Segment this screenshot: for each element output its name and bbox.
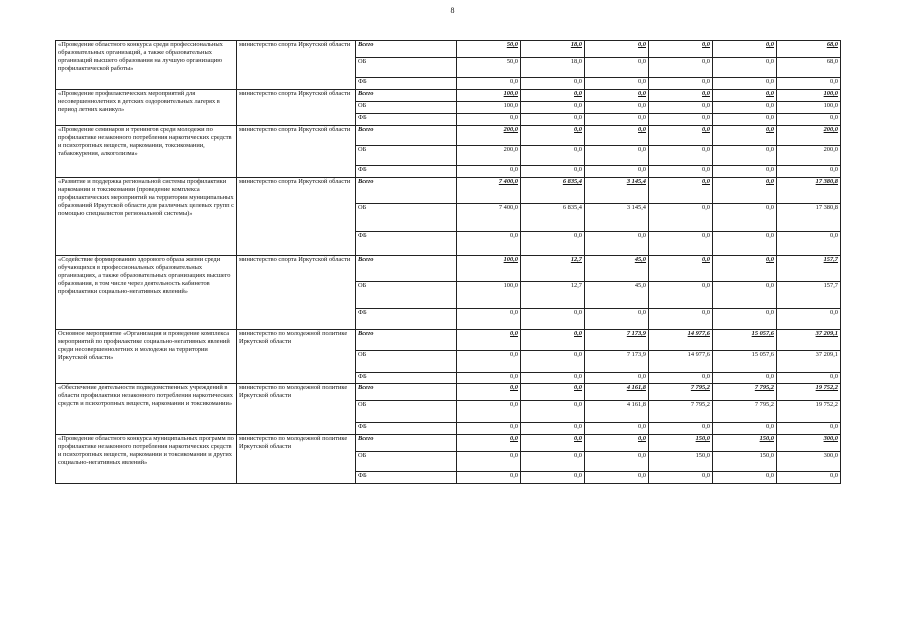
amount-cell: 300,0 (777, 435, 841, 452)
amount-cell: 0,0 (713, 126, 777, 146)
amount-cell: 0,0 (649, 282, 713, 309)
amount-cell: 19 752,2 (777, 384, 841, 401)
amount-cell: 150,0 (649, 452, 713, 472)
amount-cell: 0,0 (457, 423, 521, 435)
funding-source-fb: ФБ (356, 423, 457, 435)
amount-cell: 0,0 (649, 204, 713, 232)
amount-cell: 7 795,2 (649, 384, 713, 401)
amount-cell: 0,0 (521, 401, 585, 423)
amount-cell: 0,0 (649, 114, 713, 126)
amount-cell: 0,0 (585, 146, 649, 166)
table-row (56, 384, 841, 401)
amount-cell: 150,0 (713, 452, 777, 472)
amount-cell: 45,0 (585, 282, 649, 309)
responsible-ministry: министерство по молодежной политике Иркутской области (237, 435, 356, 484)
amount-cell: 0,0 (585, 41, 649, 58)
amount-cell: 0,0 (713, 423, 777, 435)
amount-cell: 4 161,8 (585, 384, 649, 401)
amount-cell: 0,0 (649, 232, 713, 256)
amount-cell: 0,0 (457, 232, 521, 256)
amount-cell: 0,0 (521, 146, 585, 166)
amount-cell: 157,7 (777, 282, 841, 309)
amount-cell: 17 380,8 (777, 178, 841, 204)
amount-cell: 0,0 (713, 146, 777, 166)
amount-cell: 7 400,0 (457, 204, 521, 232)
amount-cell: 0,0 (713, 166, 777, 178)
amount-cell: 0,0 (649, 166, 713, 178)
funding-source-fb: ФБ (356, 78, 457, 90)
amount-cell: 0,0 (521, 423, 585, 435)
amount-cell: 0,0 (457, 351, 521, 373)
responsible-ministry: министерство спорта Иркутской области (237, 41, 356, 90)
amount-cell: 0,0 (521, 435, 585, 452)
amount-cell: 0,0 (649, 146, 713, 166)
amount-cell: 100,0 (777, 102, 841, 114)
amount-cell: 18,0 (521, 58, 585, 78)
amount-cell: 0,0 (777, 114, 841, 126)
amount-cell: 3 145,4 (585, 178, 649, 204)
table-row (56, 435, 841, 452)
amount-cell: 0,0 (457, 78, 521, 90)
amount-cell: 0,0 (649, 102, 713, 114)
funding-source-total: Всего (356, 178, 457, 204)
funding-source-fb: ФБ (356, 472, 457, 484)
amount-cell: 0,0 (585, 126, 649, 146)
amount-cell: 50,0 (457, 58, 521, 78)
amount-cell: 0,0 (521, 452, 585, 472)
amount-cell: 0,0 (777, 423, 841, 435)
responsible-ministry: министерство спорта Иркутской области (237, 178, 356, 256)
amount-cell: 100,0 (457, 282, 521, 309)
amount-cell: 0,0 (521, 309, 585, 330)
amount-cell: 7 795,2 (649, 401, 713, 423)
amount-cell: 0,0 (713, 58, 777, 78)
responsible-ministry: министерство спорта Иркутской области (237, 126, 356, 178)
amount-cell: 0,0 (713, 178, 777, 204)
amount-cell: 68,0 (777, 58, 841, 78)
funding-source-total: Всего (356, 330, 457, 351)
amount-cell: 0,0 (521, 330, 585, 351)
amount-cell: 37 209,1 (777, 351, 841, 373)
funding-source-fb: ФБ (356, 373, 457, 384)
funding-source-fb: ФБ (356, 309, 457, 330)
funding-source-ob: ОБ (356, 401, 457, 423)
amount-cell: 50,0 (457, 41, 521, 58)
amount-cell: 0,0 (649, 90, 713, 102)
amount-cell: 0,0 (585, 423, 649, 435)
amount-cell: 100,0 (457, 90, 521, 102)
responsible-ministry: министерство по молодежной политике Иркутской области (237, 384, 356, 435)
amount-cell: 68,0 (777, 41, 841, 58)
funding-source-ob: ОБ (356, 351, 457, 373)
amount-cell: 0,0 (777, 78, 841, 90)
activity-name: «Проведение профилактических мероприятий для несовершеннолетних в детских оздоровительных лагерях в период летних каникул» (56, 90, 237, 126)
amount-cell: 0,0 (713, 232, 777, 256)
amount-cell: 0,0 (649, 309, 713, 330)
table-row (56, 126, 841, 146)
amount-cell: 0,0 (649, 41, 713, 58)
table-row (56, 330, 841, 351)
amount-cell: 0,0 (585, 435, 649, 452)
amount-cell: 0,0 (649, 472, 713, 484)
amount-cell: 0,0 (585, 472, 649, 484)
amount-cell: 0,0 (521, 102, 585, 114)
amount-cell: 0,0 (585, 166, 649, 178)
amount-cell: 0,0 (585, 90, 649, 102)
amount-cell: 14 977,6 (649, 330, 713, 351)
amount-cell: 0,0 (649, 373, 713, 384)
amount-cell: 0,0 (777, 232, 841, 256)
amount-cell: 0,0 (713, 90, 777, 102)
amount-cell: 0,0 (457, 472, 521, 484)
amount-cell: 100,0 (777, 90, 841, 102)
amount-cell: 0,0 (457, 452, 521, 472)
amount-cell: 0,0 (649, 256, 713, 282)
table-row (56, 178, 841, 204)
table-row (56, 256, 841, 282)
amount-cell: 18,0 (521, 41, 585, 58)
page-number: 8 (450, 6, 455, 15)
amount-cell: 17 380,8 (777, 204, 841, 232)
amount-cell: 0,0 (585, 309, 649, 330)
amount-cell: 0,0 (777, 309, 841, 330)
amount-cell: 0,0 (713, 114, 777, 126)
amount-cell: 0,0 (649, 78, 713, 90)
funding-source-fb: ФБ (356, 232, 457, 256)
funding-source-total: Всего (356, 384, 457, 401)
table-row (56, 90, 841, 102)
amount-cell: 0,0 (457, 384, 521, 401)
amount-cell: 7 173,9 (585, 351, 649, 373)
amount-cell: 300,0 (777, 452, 841, 472)
amount-cell: 0,0 (585, 58, 649, 78)
amount-cell: 7 795,2 (713, 401, 777, 423)
amount-cell: 100,0 (457, 102, 521, 114)
activity-name: «Развитие и поддержка региональной системы профилактики наркомании и токсикомании (проведение комплекса профилактических мероприятий на территории муниципальных образований Иркутской области для различных целевых групп с помощью специалистов региональной системы)» (56, 178, 237, 256)
amount-cell: 0,0 (521, 90, 585, 102)
amount-cell: 45,0 (585, 256, 649, 282)
amount-cell: 100,0 (457, 256, 521, 282)
funding-source-ob: ОБ (356, 58, 457, 78)
amount-cell: 200,0 (777, 126, 841, 146)
amount-cell: 0,0 (457, 114, 521, 126)
amount-cell: 0,0 (713, 78, 777, 90)
amount-cell: 0,0 (457, 330, 521, 351)
responsible-ministry: министерство спорта Иркутской области (237, 90, 356, 126)
amount-cell: 157,7 (777, 256, 841, 282)
amount-cell: 0,0 (521, 232, 585, 256)
amount-cell: 150,0 (649, 435, 713, 452)
amount-cell: 0,0 (585, 232, 649, 256)
amount-cell: 0,0 (457, 401, 521, 423)
amount-cell: 0,0 (713, 373, 777, 384)
amount-cell: 200,0 (457, 146, 521, 166)
amount-cell: 0,0 (457, 166, 521, 178)
amount-cell: 4 161,8 (585, 401, 649, 423)
budget-table (55, 40, 841, 484)
amount-cell: 200,0 (457, 126, 521, 146)
amount-cell: 15 057,6 (713, 330, 777, 351)
amount-cell: 0,0 (649, 58, 713, 78)
amount-cell: 0,0 (457, 373, 521, 384)
amount-cell: 200,0 (777, 146, 841, 166)
amount-cell: 37 209,1 (777, 330, 841, 351)
amount-cell: 12,7 (521, 256, 585, 282)
amount-cell: 0,0 (585, 78, 649, 90)
amount-cell: 0,0 (521, 351, 585, 373)
amount-cell: 150,0 (713, 435, 777, 452)
responsible-ministry: министерство спорта Иркутской области (237, 256, 356, 330)
funding-source-ob: ОБ (356, 102, 457, 114)
activity-name: «Обеспечение деятельности подведомственных учреждений в области профилактики незаконного потребления наркотических средств и психотропных веществ, наркомании и токсикомании» (56, 384, 237, 435)
activity-name: «Проведение семинаров и тренингов среди молодежи по профилактике незаконного потребления наркотических средств и психотропных веществ, наркомании, токсикомании, табакокурения, алкоголизма» (56, 126, 237, 178)
amount-cell: 0,0 (713, 282, 777, 309)
amount-cell: 0,0 (649, 423, 713, 435)
amount-cell: 0,0 (777, 472, 841, 484)
amount-cell: 0,0 (713, 102, 777, 114)
activity-name: «Содействие формированию здорового образа жизни среди обучающихся в профессиональных образовательных организациях, а также образовательных организациях высшего образования, в том числе через деятельность кабинетов профилактики социально-негативных явлений» (56, 256, 237, 330)
table-row (56, 41, 841, 58)
amount-cell: 0,0 (713, 309, 777, 330)
amount-cell: 0,0 (777, 373, 841, 384)
amount-cell: 0,0 (713, 472, 777, 484)
funding-source-total: Всего (356, 256, 457, 282)
activity-name: «Проведение областного конкурса муниципальных программ по профилактике незаконного потребления наркотических средств и психотропных веществ, наркомании и токсикомании и других социально-негативных явлений» (56, 435, 237, 484)
amount-cell: 7 400,0 (457, 178, 521, 204)
amount-cell: 0,0 (713, 204, 777, 232)
funding-source-fb: ФБ (356, 166, 457, 178)
activity-name: «Проведение областного конкурса среди профессиональных образовательных организаций, а также образовательных организаций высшего образования на лучшую организацию профилактической работы» (56, 41, 237, 90)
amount-cell: 0,0 (521, 166, 585, 178)
funding-source-ob: ОБ (356, 282, 457, 309)
amount-cell: 7 795,2 (713, 384, 777, 401)
amount-cell: 15 057,6 (713, 351, 777, 373)
amount-cell: 3 145,4 (585, 204, 649, 232)
funding-source-fb: ФБ (356, 114, 457, 126)
amount-cell: 0,0 (521, 78, 585, 90)
amount-cell: 0,0 (457, 309, 521, 330)
amount-cell: 7 173,9 (585, 330, 649, 351)
amount-cell: 0,0 (457, 435, 521, 452)
amount-cell: 0,0 (521, 114, 585, 126)
amount-cell: 0,0 (585, 102, 649, 114)
amount-cell: 0,0 (521, 373, 585, 384)
funding-source-ob: ОБ (356, 204, 457, 232)
amount-cell: 0,0 (649, 126, 713, 146)
amount-cell: 0,0 (777, 166, 841, 178)
amount-cell: 0,0 (713, 256, 777, 282)
funding-source-total: Всего (356, 41, 457, 58)
amount-cell: 6 835,4 (521, 178, 585, 204)
funding-source-ob: ОБ (356, 452, 457, 472)
responsible-ministry: министерство по молодежной политике Иркутской области (237, 330, 356, 384)
amount-cell: 12,7 (521, 282, 585, 309)
amount-cell: 0,0 (521, 126, 585, 146)
funding-source-total: Всего (356, 435, 457, 452)
activity-name: Основное мероприятие «Организация и проведение комплекса мероприятий по профилактике социально-негативных явлений среди несовершеннолетних и молодежи на территории Иркутской области» (56, 330, 237, 384)
funding-source-total: Всего (356, 126, 457, 146)
amount-cell: 14 977,6 (649, 351, 713, 373)
funding-source-total: Всего (356, 90, 457, 102)
amount-cell: 6 835,4 (521, 204, 585, 232)
amount-cell: 0,0 (713, 41, 777, 58)
amount-cell: 0,0 (585, 373, 649, 384)
funding-source-ob: ОБ (356, 146, 457, 166)
amount-cell: 0,0 (521, 384, 585, 401)
amount-cell: 0,0 (649, 178, 713, 204)
amount-cell: 0,0 (585, 114, 649, 126)
amount-cell: 19 752,2 (777, 401, 841, 423)
amount-cell: 0,0 (521, 472, 585, 484)
amount-cell: 0,0 (585, 452, 649, 472)
